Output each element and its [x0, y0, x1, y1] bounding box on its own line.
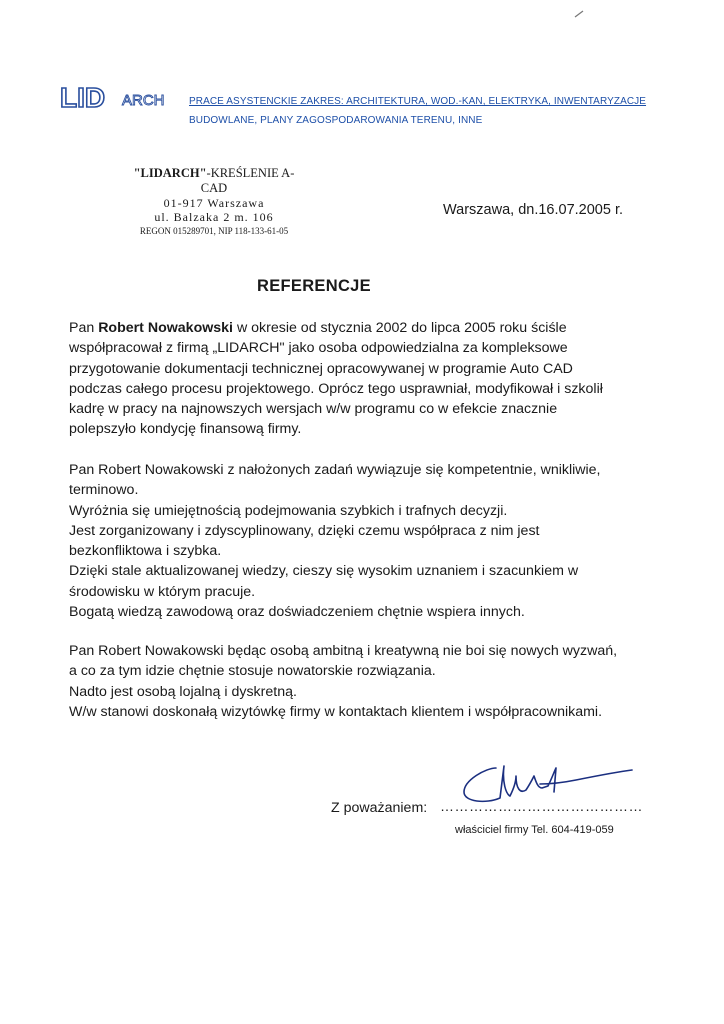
p2-line: Jest zorganizowany i zdyscyplinowany, dzięki czemu współpraca z nim jest	[69, 522, 540, 539]
letter-date: Warszawa, dn.16.07.2005 r.	[443, 202, 624, 218]
p1-line-6: polepszyło kondycję finansową firmy.	[69, 421, 302, 438]
letterhead-scope-line-2: BUDOWLANE, PLANY ZAGOSPODAROWANIA TERENU, INNE	[189, 115, 483, 126]
p1-line-1-rest: w okresie od stycznia 2002 do lipca 2005 roku ściśle	[233, 320, 567, 336]
handwritten-signature	[456, 758, 636, 818]
closing-salutation: Z poważaniem:	[331, 800, 428, 816]
p2-line: terminowo.	[69, 482, 139, 499]
company-stamp	[124, 166, 304, 236]
paragraph-3	[69, 641, 669, 722]
letter-title: REFERENCJE	[257, 277, 371, 295]
stamp-company-name	[124, 166, 304, 196]
p2-line: środowisku w którym pracuje.	[69, 583, 256, 600]
paragraph-2	[69, 460, 669, 622]
signature-line: ……………………………………	[440, 798, 643, 814]
p2-line: Dzięki stale aktualizowanej wiedzy, cieszy się wysokim uznaniem i szacunkiem w	[69, 563, 579, 580]
p2-line: Pan Robert Nowakowski z nałożonych zadań wywiązuje się kompetentnie, wnikliwie,	[69, 462, 601, 478]
p3-line: Nadto jest osobą lojalną i dyskretną.	[69, 683, 297, 700]
p1-pan: Pan	[69, 320, 99, 336]
stamp-name-bold: "LIDARCH"	[133, 166, 207, 180]
p3-line: Pan Robert Nowakowski będąc osobą ambitną i kreatywną nie boi się nowych wyzwań,	[69, 643, 618, 659]
p1-line-2: współpracował z firmą „LIDARCH" jako osoba odpowiedzialna za kompleksowe	[69, 340, 568, 357]
stamp-name-rest: -KREŚLENIE A-CAD	[200, 166, 295, 195]
p2-line: Bogatą wiedzą zawodową oraz doświadczeniem chętnie wspiera innych.	[69, 604, 525, 621]
p2-line: bezkonfliktowa i szybka.	[69, 543, 222, 560]
logo-arch-text: ARCH	[122, 92, 165, 109]
p2-line: Wyróżnia się umiejętnością podejmowania szybkich i trafnych decyzji.	[69, 502, 508, 519]
logo-lid-text: LID	[60, 84, 106, 110]
scan-mark	[574, 10, 584, 18]
owner-contact: właściciel firmy Tel. 604-419-059	[455, 824, 614, 836]
stamp-postal: 01-917 Warszawa	[163, 196, 265, 210]
lidarch-logo	[60, 84, 180, 110]
p1-line-4: podczas całego procesu projektowego. Oprócz tego usprawniał, modyfikował i szkolił	[69, 380, 603, 397]
p3-line: W/w stanowi doskonałą wizytówkę firmy w kontaktach klientem i współpracownikami.	[69, 703, 603, 720]
stamp-ids: REGON 015289701, NIP 118-133-61-05	[139, 226, 289, 236]
paragraph-1	[69, 318, 669, 440]
p1-person-name: Robert Nowakowski	[98, 320, 233, 336]
p1-line-5: kadrę w pracy na najnowszych wersjach w/w programu co w efekcie znacznie	[69, 401, 558, 418]
stamp-street: ul. Balzaka 2 m. 106	[154, 210, 274, 224]
letterhead-scope-line-1: PRACE ASYSTENCKIE ZAKRES: ARCHITEKTURA, WOD.-KAN, ELEKTRYKA, INWENTARYZACJE	[189, 96, 647, 107]
p1-line-1	[69, 318, 669, 338]
p1-line-3: przygotowanie dokumentacji technicznej opracowywanej w programie Auto CAD	[69, 360, 573, 377]
p3-line: a co za tym idzie chętnie stosuje nowatorskie rozwiązania.	[69, 663, 436, 680]
